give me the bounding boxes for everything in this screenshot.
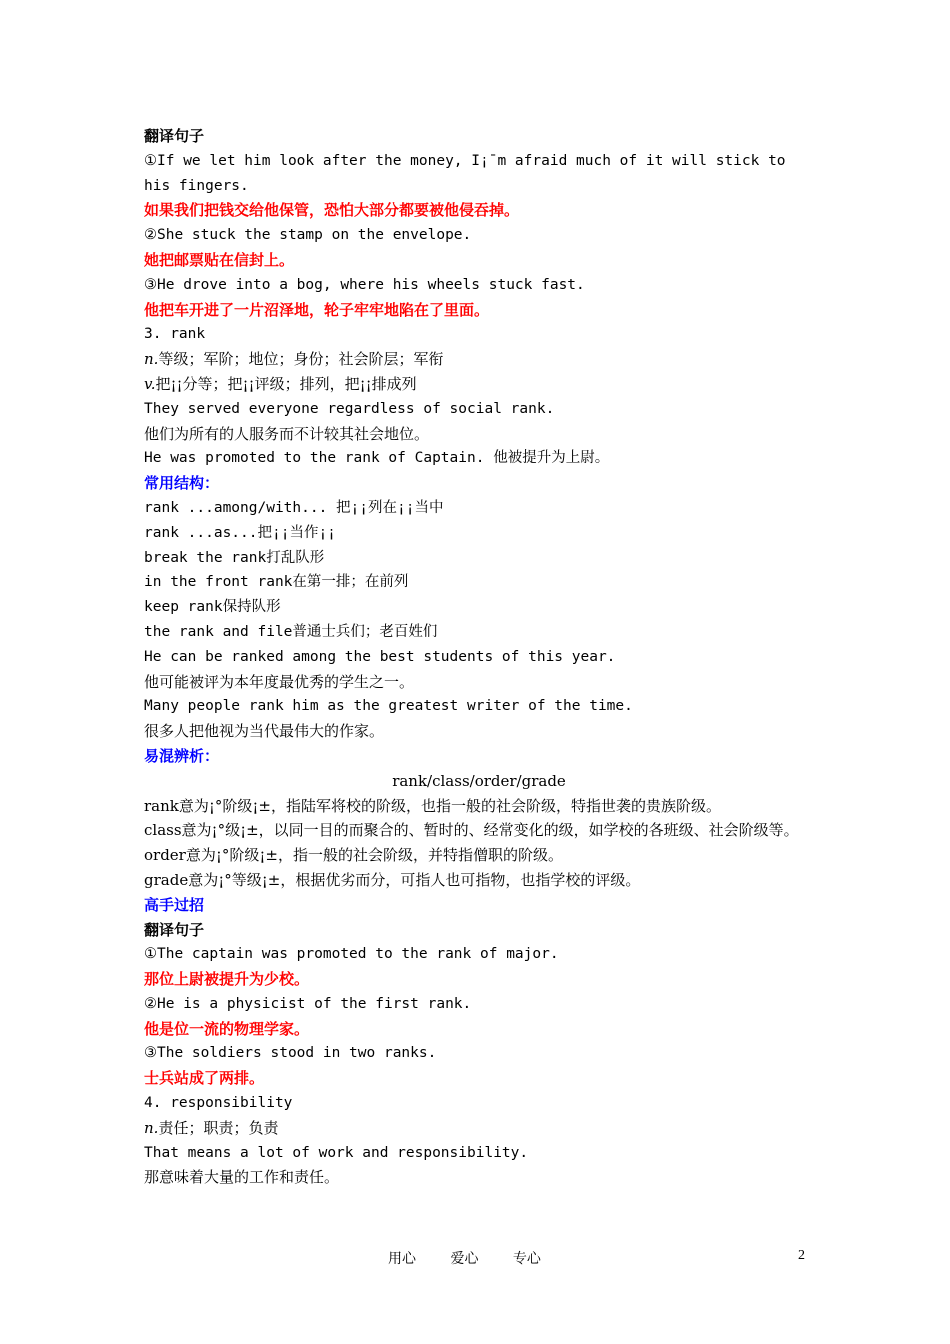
line-text: 等级；军阶；地位；身份；社会阶层；军衔 (158, 350, 444, 369)
line-text: the rank and file普通士兵们；老百姓们 (144, 623, 438, 640)
text-line (144, 794, 814, 819)
line-text: ②She stuck the stamp on the envelope. (144, 227, 472, 244)
page-footer (0, 1248, 950, 1272)
text-line (144, 471, 814, 496)
line-text: in the front rank在第一排；在前列 (144, 574, 409, 591)
text-line (144, 868, 814, 893)
line-text: 常用结构： (144, 474, 220, 493)
text-line (144, 595, 814, 620)
text-line (144, 670, 814, 695)
page-content (144, 124, 814, 1190)
line-text: class意为¡°级¡±，以同一目的而聚合的、暂时的、经常变化的级，如学校的各班级、社会阶级等。 (144, 821, 799, 840)
text-line (144, 893, 814, 918)
line-text: 她把邮票贴在信封上。 (144, 250, 295, 269)
footer-word-3: 专心 (512, 1251, 541, 1267)
line-text: 把¡¡分等；把¡¡评级；排列，把¡¡排成列 (155, 374, 417, 393)
text-line (144, 1165, 814, 1190)
line-text: 翻译句子 (144, 920, 205, 939)
line-text: 他们为所有的人服务而不计较其社会地位。 (144, 424, 430, 443)
line-text: order意为¡°阶级¡±，指一般的社会阶级，并特指僧职的阶级。 (144, 846, 563, 865)
text-line (144, 273, 814, 298)
text-line (144, 620, 814, 645)
text-line (144, 967, 814, 992)
line-text: rank ...among/with... 把¡¡列在¡¡当中 (144, 499, 444, 516)
line-text: keep rank保持队形 (144, 599, 281, 616)
footer-word-2: 爱心 (450, 1251, 479, 1267)
page-number: 2 (798, 1248, 805, 1263)
text-line (144, 1141, 814, 1166)
line-text: 士兵站成了两排。 (144, 1069, 265, 1088)
text-line (144, 719, 814, 744)
line-text: ①The captain was promoted to the rank of major. (144, 946, 559, 963)
line-text: 翻译句子 (144, 127, 205, 145)
line-text: That means a lot of work and responsibility. (144, 1144, 529, 1161)
text-line (144, 496, 814, 521)
text-line (144, 149, 814, 199)
line-text: 3. rank (144, 326, 206, 343)
line-text: 他把车开进了一片沼泽地，轮子牢牢地陷在了里面。 (144, 300, 490, 319)
line-text: He was promoted to the rank of Captain. 他被提升为上尉。 (144, 450, 610, 467)
line-text: 高手过招 (144, 895, 205, 914)
text-line (144, 124, 814, 149)
text-line (144, 347, 814, 372)
text-line (144, 645, 814, 670)
text-line (144, 769, 814, 794)
text-line (144, 422, 814, 447)
line-text: grade意为¡°等级¡±，根据优劣而分，可指人也可指物，也指学校的评级。 (144, 870, 641, 889)
line-text: ①If we let him look after the money, I¡¯m afraid much of it will stick to his fingers. (144, 152, 795, 194)
text-line (144, 322, 814, 347)
text-line (144, 248, 814, 273)
line-text: He can be ranked among the best students of this year. (144, 648, 616, 665)
text-line (144, 1116, 814, 1141)
line-text: 他可能被评为本年度最优秀的学生之一。 (144, 672, 415, 691)
text-line (144, 223, 814, 248)
text-line (144, 1017, 814, 1042)
text-line (144, 372, 814, 397)
text-line (144, 918, 814, 943)
part-of-speech: n. (144, 1118, 159, 1137)
line-text: rank ...as...把¡¡当作¡¡ (144, 524, 336, 541)
line-text: Many people rank him as the greatest writer of the time. (144, 698, 633, 715)
part-of-speech: n. (144, 350, 159, 369)
footer-word-1: 用心 (388, 1251, 416, 1267)
line-text: 那意味着大量的工作和责任。 (144, 1168, 340, 1187)
text-line (144, 1066, 814, 1091)
line-text: break the rank打乱队形 (144, 549, 325, 566)
footer-motto (388, 1248, 571, 1268)
text-line (144, 521, 814, 546)
line-text: rank/class/order/grade (392, 771, 566, 790)
text-line (144, 942, 814, 967)
line-text: rank意为¡°阶级¡±，指陆军将校的阶级，也指一般的社会阶级，特指世袭的贵族阶级。 (144, 796, 721, 815)
line-text: ③He drove into a bog, where his wheels stuck fast. (144, 276, 585, 293)
line-text: They served everyone regardless of social rank. (144, 400, 555, 417)
line-text: ③The soldiers stood in two ranks. (144, 1045, 437, 1062)
text-line (144, 298, 814, 323)
text-line (144, 198, 814, 223)
line-text: 那位上尉被提升为少校。 (144, 970, 310, 989)
text-line (144, 1091, 814, 1116)
text-line (144, 546, 814, 571)
text-line (144, 744, 814, 769)
text-line (144, 694, 814, 719)
line-text: ②He is a physicist of the first rank. (144, 995, 472, 1012)
text-line (144, 1041, 814, 1066)
text-line (144, 992, 814, 1017)
text-line (144, 818, 814, 843)
line-text: 易混辨析： (144, 746, 220, 765)
text-line (144, 570, 814, 595)
text-line (144, 446, 814, 471)
line-text: 他是位一流的物理学家。 (144, 1019, 310, 1038)
line-text: 4. responsibility (144, 1095, 293, 1112)
line-text: 很多人把他视为当代最伟大的作家。 (144, 722, 385, 741)
text-line (144, 397, 814, 422)
line-text: 如果我们把钱交给他保管，恐怕大部分都要被他侵吞掉。 (144, 201, 520, 220)
part-of-speech: v. (144, 374, 156, 393)
text-line (144, 843, 814, 868)
line-text: 责任；职责；负责 (158, 1118, 279, 1137)
